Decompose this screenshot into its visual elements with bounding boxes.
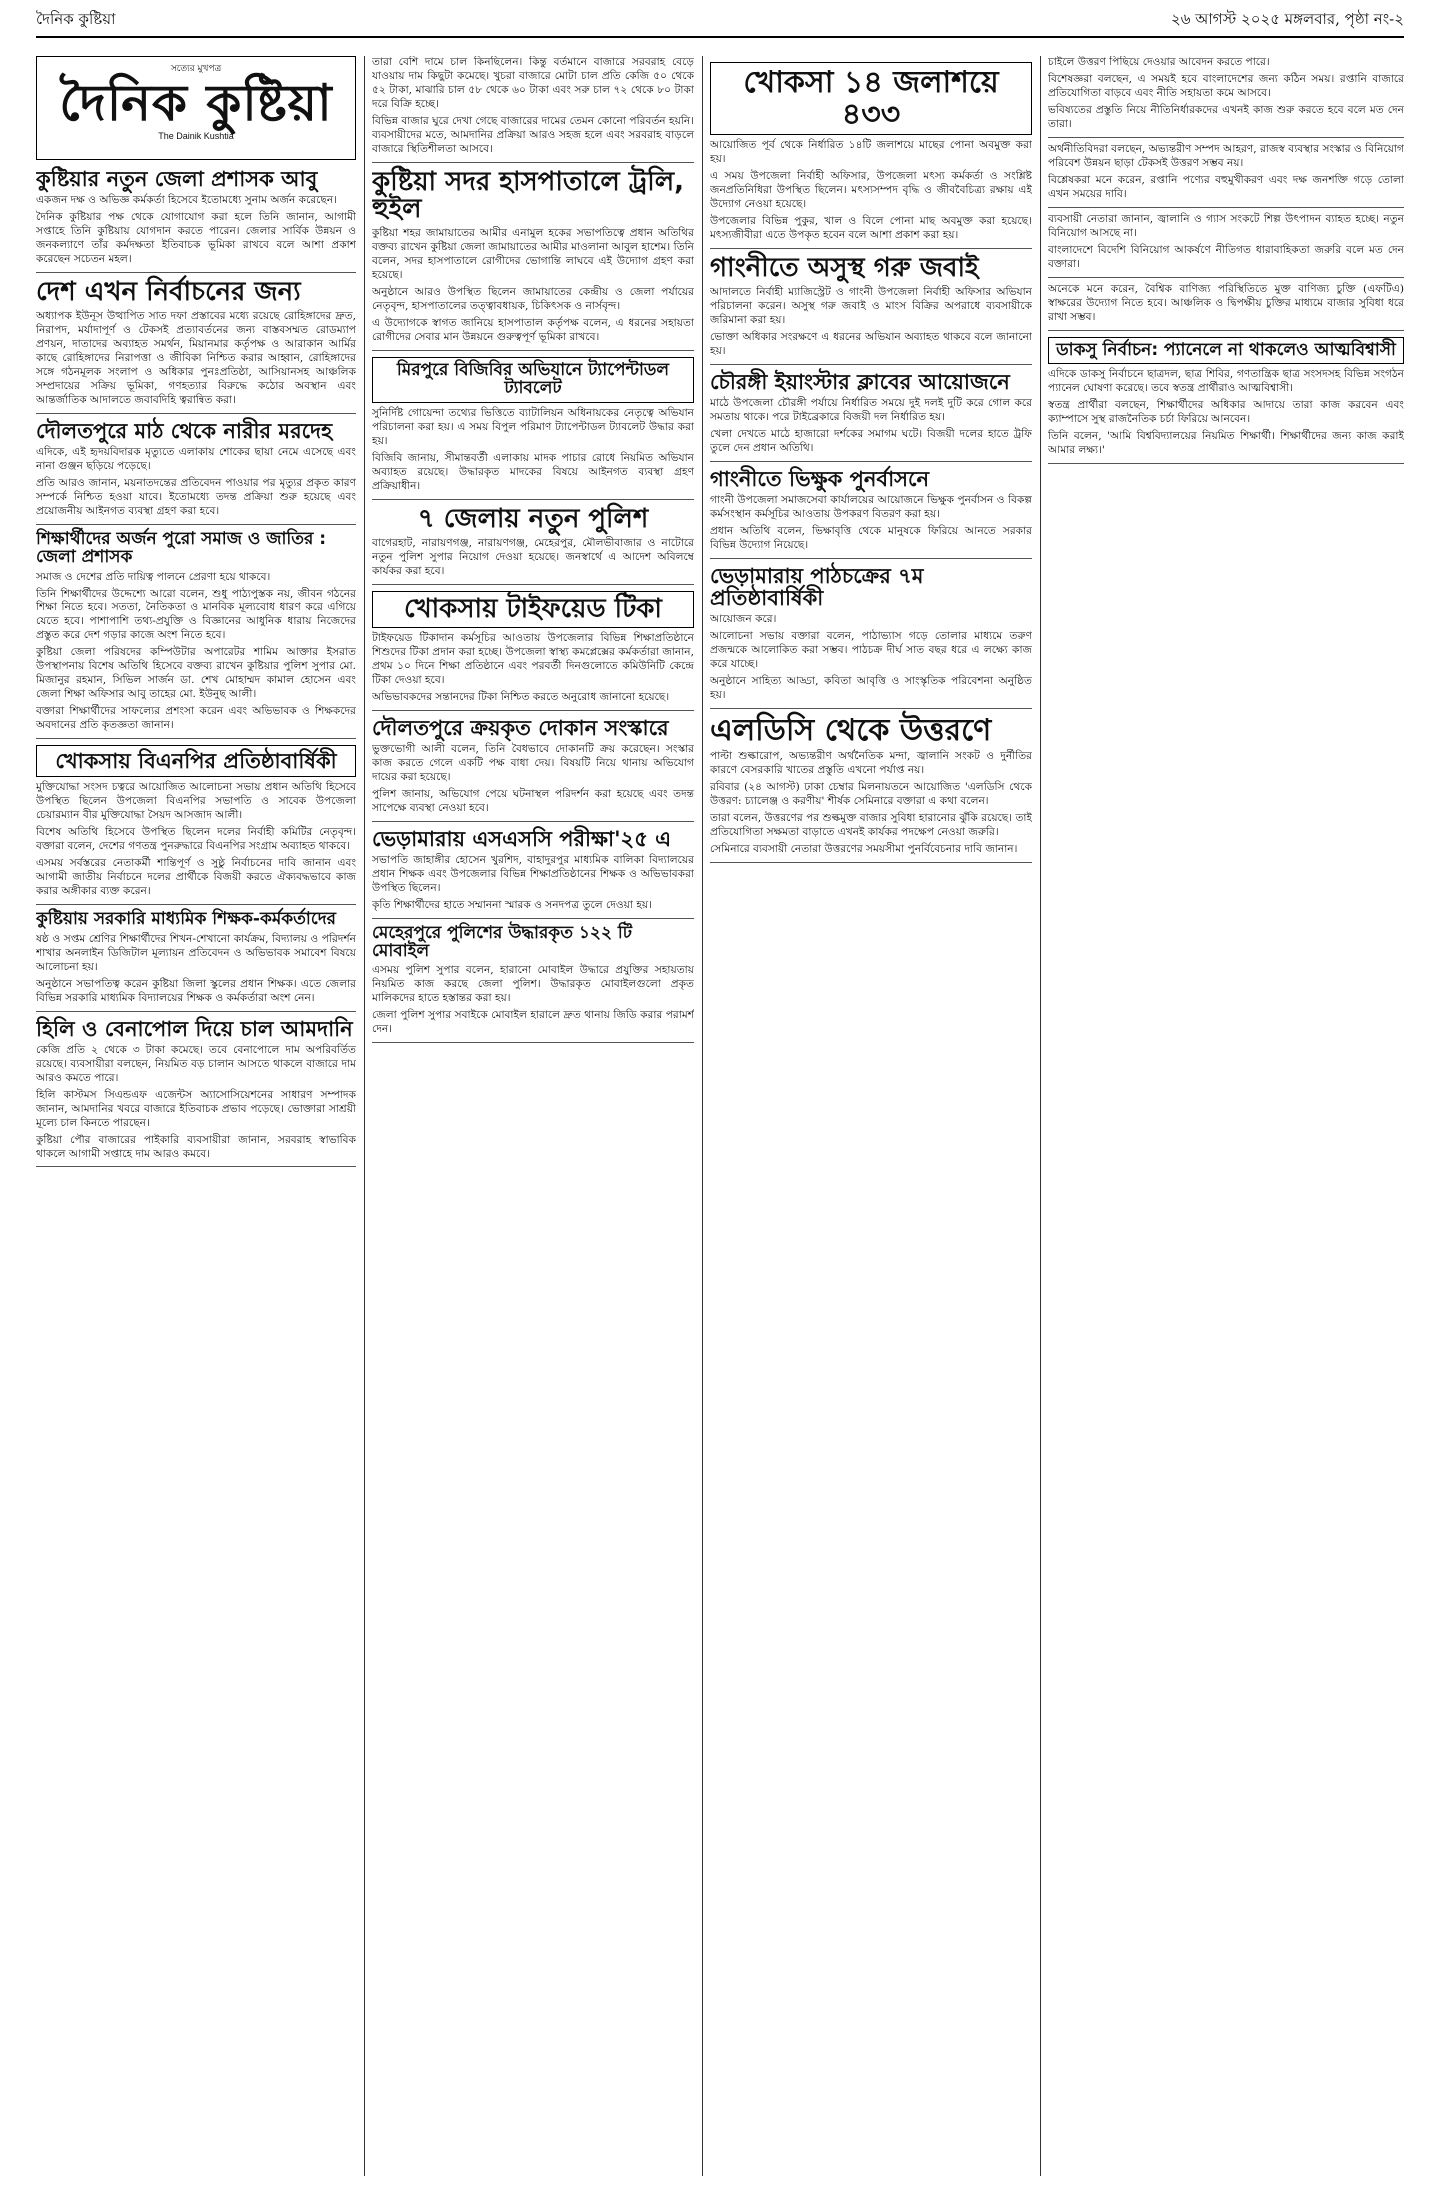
article-paragraph: একজন দক্ষ ও অভিজ্ঞ কর্মকর্তা হিসেবে ইতোমধ্যে সুনাম অর্জন করেছেন।: [36, 194, 337, 207]
article-headline: শিক্ষার্থীদের অর্জন পুরো সমাজ ও জাতির : জেলা প্রশাসক: [36, 528, 327, 567]
article-separator: [1048, 137, 1404, 138]
article-headline: মিরপুরে বিজিবির অভিযানে ট্যাপেন্টাডল ট্যাবলেট: [372, 357, 694, 403]
article-paragraph: অনুষ্ঠানে সভাপতিত্ব করেন কুষ্টিয়া জিলা স্কুলের প্রধান শিক্ষক। এতে জেলার বিভিন্ন সরকারি মাধ্যমিক বিদ্যালয়ের শিক্ষক ও কর্মকর্তারা অংশ নেন।: [36, 977, 356, 1004]
article: [710, 252, 1032, 365]
article-separator: [36, 413, 356, 414]
header-date-page: ২৬ আগস্ট ২০২৫ মঙ্গলবার, পৃষ্ঠা নং-২: [1171, 10, 1404, 28]
article: [36, 276, 356, 414]
masthead-english: The Dainik Kushtia: [158, 131, 234, 141]
article-paragraph: খেলা দেখতে মাঠে হাজারো দর্শকের সমাগম ঘটে। বিজয়ী দলের হাতে ট্রফি তুলে দেন প্রধান অতিথি।: [710, 427, 1032, 454]
article: [372, 591, 694, 711]
article-separator: [36, 524, 356, 525]
article-paragraph: বিশেষজ্ঞরা বলছেন, এ সময়ই হবে বাংলাদেশের জন্য কঠিন সময়। রপ্তানি বাজারে প্রতিযোগিতা বাড়বে এবং নীতি সহায়তা কমে আসবে।: [1048, 72, 1404, 99]
article: [36, 911, 356, 1012]
article-paragraph: এদিকে, এই হৃদয়বিদারক মৃত্যুতে এলাকায় শোকের ছায়া নেমে এসেছে এবং নানা গুঞ্জন ছড়িয়ে পড়েছে।: [36, 446, 356, 472]
article-paragraph: গাংনী উপজেলা সমাজসেবা কার্যালয়ের আয়োজনে ভিক্ষুক পুনর্বাসন ও বিকল্প কর্মসংস্থান কর্মসূচির আওতায় উপকরণ বিতরণ করা হয়।: [710, 493, 1032, 520]
article: [1048, 283, 1404, 331]
article-paragraph: এ উদ্যোগকে স্বাগত জানিয়ে হাসপাতাল কর্তৃপক্ষ বলেন, এ ধরনের সহায়তা রোগীদের সেবার মান উন্নয়নে গুরুত্বপূর্ণ ভূমিকা রাখবে।: [372, 317, 694, 344]
article-separator: [372, 1042, 694, 1043]
article-headline: খোকসায় টাইফয়েড টিকা: [372, 591, 694, 628]
article-separator: [710, 708, 1032, 709]
article: [710, 371, 1032, 462]
article-paragraph: পুলিশ জানায়, অভিযোগ পেয়ে ঘটনাস্থল পরিদর্শন করা হয়েছে এবং তদন্ত সাপেক্ষে ব্যবস্থা নেওয়া হবে।: [372, 787, 694, 814]
article-paragraph: আদালতে নির্বাহী ম্যাজিস্ট্রেট ও গাংনী উপজেলা নির্বাহী অফিসার অভিযান পরিচালনা করেন। অসুস্থ গরু জবাই ও মাংস বিক্রির অপরাধে ব্যবসায়ীকে জরিমানা করা হয়।: [710, 286, 1032, 327]
article: [1048, 337, 1404, 465]
article-separator: [710, 364, 1032, 365]
article: [372, 56, 694, 163]
article-headline: কুষ্টিয়ায় সরকারি মাধ্যমিক শিক্ষক-কর্মকর্তাদের: [36, 909, 336, 929]
article: [710, 468, 1032, 559]
article-headline: হিলি ও বেনাপোল দিয়ে চাল আমদানি: [36, 1016, 353, 1041]
article-headline: দৌলতপুরে ক্রয়কৃত দোকান সংস্কারে: [372, 715, 669, 740]
column-rule: [1040, 56, 1041, 2176]
article-paragraph: তিনি বলেন, 'আমি বিশ্ববিদ্যালয়ের নিয়মিত শিক্ষার্থী। শিক্ষার্থীদের জন্য কাজ করাই আমার লক্ষ্য।': [1048, 430, 1404, 457]
article: [36, 528, 356, 739]
article-paragraph: চাইলে উত্তরণ পিছিয়ে দেওয়ার আবেদন করতে পারে।: [1048, 56, 1270, 68]
article-headline: ভেড়ামারায় এসএসসি পরীক্ষা'২৫ এ: [372, 826, 672, 851]
article-paragraph: এসময় সর্বস্তরের নেতাকর্মী শান্তিপূর্ণ ও সুষ্ঠু নির্বাচনের দাবি জানান এবং আগামী জাতীয় নির্বাচনে দলের প্রার্থীকে বিজয়ী করতে ঐক্যবদ্ধভাবে কাজ করার অঙ্গীকার ব্যক্ত করেন।: [36, 857, 356, 898]
article: [372, 717, 694, 822]
page-header: [36, 12, 1404, 38]
article-paragraph: কৃতি শিক্ষার্থীদের হাতে সম্মাননা স্মারক ও সনদপত্র তুলে দেওয়া হয়।: [372, 898, 652, 911]
article-paragraph: তারা বলেন, উত্তরণের পর শুল্কমুক্ত বাজার সুবিধা হারানোর ঝুঁকি রয়েছে। তাই প্রতিযোগিতা সক্ষমতা বাড়াতে এখনই কার্যকর পদক্ষেপ নেওয়া জরুরি।: [710, 812, 1032, 839]
article-paragraph: টাইফয়েড টিকাদান কর্মসূচির আওতায় উপজেলার বিভিন্ন শিক্ষাপ্রতিষ্ঠানে শিশুদের টিকা প্রদান করা হচ্ছে। উপজেলা স্বাস্থ্য কমপ্লেক্সের কর্মকর্তারা জানান, প্রথম ১০ দিনে শিক্ষা প্রতিষ্ঠানে এবং পরবর্তী দিনগুলোতে কমিউনিটি কেন্দ্রে টিকা দেওয়া হবে।: [372, 632, 694, 687]
article-paragraph: তারা বেশি দামে চাল কিনছিলেন। কিন্তু বর্তমানে বাজারে সরবরাহ বেড়ে যাওয়ায় দাম কিছুটা কমেছে। খুচরা বাজারে মোটা চাল প্রতি কেজি ৫০ থেকে ৫২ টাকা, মাঝারি চাল ৫৮ থেকে ৬০ টাকা এবং সরু চাল ৭২ থেকে ৮০ টাকা দরে বিক্রি হচ্ছে।: [372, 56, 694, 110]
article-paragraph: কুষ্টিয়া জেলা পরিষদের কম্পিউটার অপারেটর শামিম আক্তার ইসরাত উপস্থাপনায় বিশেষ অতিথি হিসেবে বক্তব্য রাখেন কুষ্টিয়ার পুলিশ সুপার মো. মিজানুর রহমান, সিভিল সার্জন ডা. শেখ মোহাম্মদ কামাল হোসেন এবং জেলা শিক্ষা অফিসার আবু তাহের মো. ইউনুছ আলী।: [36, 646, 356, 701]
article-separator: [710, 558, 1032, 559]
article-separator: [372, 918, 694, 919]
article-paragraph: অর্থনীতিবিদরা বলছেন, অভ্যন্তরীণ সম্পদ আহরণ, রাজস্ব ব্যবস্থার সংস্কার ও বিনিয়োগ পরিবেশ উন্নয়ন ছাড়া টেকসই উত্তরণ সম্ভব নয়।: [1048, 142, 1404, 169]
article-paragraph: এ সময় উপজেলা নির্বাহী অফিসার, উপজেলা মৎস্য কর্মকর্তা ও সংশ্লিষ্ট জনপ্রতিনিধিরা উপস্থিত ছিলেন। মৎস্যসম্পদ বৃদ্ধি ও জীববৈচিত্র্য রক্ষায় এই উদ্যোগ নেওয়া হয়েছে।: [710, 169, 1032, 210]
article-headline: ভেড়ামারায় পাঠচক্রের ৭ম প্রতিষ্ঠাবার্ষিকী: [710, 563, 924, 610]
article-paragraph: এদিকে ডাকসু নির্বাচনে ছাত্রদল, ছাত্র শিবির, গণতান্ত্রিক ছাত্র সংসদসহ বিভিন্ন সংগঠন প্যানেল ঘোষণা করেছে। তবে স্বতন্ত্র প্রার্থীরাও আত্মবিশ্বাসী।: [1048, 368, 1404, 395]
article: [710, 712, 1032, 863]
article-paragraph: মাঠে উপজেলা চৌরঙ্গী পর্যায়ে নির্ধারিত সময়ে দুই দলই দুটি করে গোল করে সমতায় থাকে। পরে টাইব্রেকারে বিজয়ী দল নির্ধারিত হয়।: [710, 396, 1032, 423]
article-headline: গাংনীতে অসুস্থ গরু জবাই: [710, 252, 979, 283]
article-separator: [36, 1011, 356, 1012]
article-paragraph: সুনির্দিষ্ট গোয়েন্দা তথ্যের ভিত্তিতে ব্যাটালিয়ন অধিনায়কের নেতৃত্বে অভিযান পরিচালনা করা হয়। এ সময় বিপুল পরিমাণ ট্যাপেন্টাডল ট্যাবলেট উদ্ধার করা হয়।: [372, 406, 694, 447]
article: [372, 166, 694, 351]
masthead-name: দৈনিক কুষ্টিয়া: [59, 74, 333, 132]
article-paragraph: অনেকে মনে করেন, বৈশ্বিক বাণিজ্য পরিস্থিতিতে মুক্ত বাণিজ্য চুক্তি (এফটিএ) স্বাক্ষরের উদ্যোগ নিতে হবে। আঞ্চলিক ও দ্বিপক্ষীয় চুক্তির মাধ্যমে বাজার সুবিধা ধরে রাখা সম্ভব।: [1048, 282, 1404, 323]
article-paragraph: বিজিবি জানায়, সীমান্তবর্তী এলাকায় মাদক পাচার রোধে নিয়মিত অভিযান অব্যাহত রয়েছে। উদ্ধারকৃত মাদকের বিষয়ে আইনগত ব্যবস্থা গ্রহণ প্রক্রিয়াধীন।: [372, 451, 694, 492]
article-headline: দৌলতপুরে মাঠ থেকে নারীর মরদেহ: [36, 418, 333, 443]
article-paragraph: স্বতন্ত্র প্রার্থীরা বলছেন, শিক্ষার্থীদের অধিকার আদায়ে তারা কাজ করবেন এবং ক্যাম্পাসে সুস্থ রাজনৈতিক চর্চা ফিরিয়ে আনবেন।: [1048, 399, 1404, 426]
article: [36, 420, 356, 525]
article-headline: খোকসায় বিএনপির প্রতিষ্ঠাবার্ষিকী: [36, 745, 356, 777]
article-separator: [1048, 207, 1404, 208]
article: [372, 357, 694, 500]
article-separator: [1048, 463, 1404, 464]
column-rule: [702, 56, 703, 2176]
article-paragraph: সেমিনারে ব্যবসায়ী নেতারা উত্তরণের সময়সীমা পুনর্বিবেচনার দাবি জানান।: [710, 842, 1018, 855]
masthead: [36, 56, 356, 160]
article-paragraph: অভিভাবকদের সন্তানদের টিকা নিশ্চিত করতে অনুরোধ জানানো হয়েছে।: [372, 691, 670, 703]
article-paragraph: বিশেষ অতিথি হিসেবে উপস্থিত ছিলেন দলের নির্বাহী কমিটির নেতৃবৃন্দ। বক্তারা বলেন, দেশের গণতন্ত্র পুনরুদ্ধারে বিএনপির সংগ্রাম অব্যাহত থাকবে।: [36, 826, 356, 853]
article-paragraph: ভোক্তা অধিকার সংরক্ষণে এ ধরনের অভিযান অব্যাহত থাকবে বলে জানানো হয়।: [710, 330, 1032, 357]
article-separator: [372, 584, 694, 585]
article-headline: এলডিসি থেকে উত্তরণে: [710, 712, 992, 748]
article-paragraph: অনুষ্ঠানে আরও উপস্থিত ছিলেন জামায়াতের কেন্দ্রীয় ও জেলা পর্যায়ের নেতৃবৃন্দ, হাসপাতালের তত্ত্বাবধায়ক, চিকিৎসক ও নার্সবৃন্দ।: [372, 286, 694, 313]
article-headline: ডাকসু নির্বাচন: প্যানেলে না থাকলেও আত্মবিশ্বাসী: [1048, 337, 1404, 365]
article-paragraph: সভাপতি জাহাঙ্গীর হোসেন খুরশিদ, বাহাদুরপুর মাধ্যমিক বালিকা বিদ্যালয়ের প্রধান শিক্ষক এবং উপজেলার বিভিন্ন শিক্ষাপ্রতিষ্ঠানের শিক্ষক ও অভিভাবকরা উপস্থিত ছিলেন।: [372, 853, 694, 894]
article-paragraph: হিলি কাস্টমস সিএন্ডএফ এজেন্টস অ্যাসোসিয়েশনের সাধারণ সম্পাদক জানান, আমদানির খবরে বাজারে ইতিবাচক প্রভাব পড়েছে। ভোক্তারা সাশ্রয়ী মূল্যে চাল কিনতে পারছেন।: [36, 1088, 356, 1129]
article: [372, 922, 694, 1044]
article: [1048, 213, 1404, 278]
article-headline: কুষ্টিয়া সদর হাসপাতালে ট্রলি, হুইল: [372, 166, 684, 225]
article-separator: [710, 862, 1032, 863]
article-paragraph: তিনি শিক্ষার্থীদের উদ্দেশ্যে আরো বলেন, শুধু পাঠ্যপুস্তক নয়, জীবন গঠনের শিক্ষা নিতে হবে। সততা, নৈতিকতা ও মানবিক মূল্যবোধ ধারণ করে এগিয়ে যেতে হবে। পাশাপাশি তথ্য-প্রযুক্তি ও বিজ্ঞানের আধুনিক ধারায় নিজেদের প্রস্তুত করে দেশ গড়ার কাজে অংশ নিতে হবে।: [36, 587, 356, 642]
article-paragraph: উপজেলার বিভিন্ন পুকুর, খাল ও বিলে পোনা মাছ অবমুক্ত করা হয়েছে। মৎস্যজীবীরা এতে উপকৃত হবেন বলে আশা প্রকাশ করা হয়।: [710, 214, 1032, 241]
article-separator: [372, 350, 694, 351]
column-2: [372, 56, 694, 2176]
article-headline: মেহেরপুরে পুলিশের উদ্ধারকৃত ১২২ টি মোবাইল: [372, 922, 633, 961]
article-separator: [36, 904, 356, 905]
article-separator: [36, 272, 356, 273]
article: [710, 565, 1032, 709]
article-paragraph: মুক্তিযোদ্ধা সংসদ চত্বরে আয়োজিত আলোচনা সভায় প্রধান অতিথি হিসেবে উপস্থিত ছিলেন উপজেলা বিএনপির সভাপতি ও সাবেক উপজেলা চেয়ারম্যান বীর মুক্তিযোদ্ধা সৈয়দ আসজাদ আলী।: [36, 781, 356, 822]
article: [710, 62, 1032, 249]
article: [372, 503, 694, 585]
article-paragraph: কুষ্টিয়া শহর জামায়াতের আমীর এনামুল হকের সভাপতিত্বে প্রধান অতিথির বক্তব্য রাখেন কুষ্টিয়া জেলা জামায়াতের আমীর মাওলানা আবুল হাশেম। তিনি বলেন, সদর হাসপাতালে রোগীদের ভোগান্তি লাঘবে এই উদ্যোগ গ্রহণ করা হয়েছে।: [372, 227, 694, 282]
article-paragraph: আয়োজন করে।: [710, 612, 777, 625]
article-paragraph: জেলা পুলিশ সুপার সবাইকে মোবাইল হারালে দ্রুত থানায় জিডি করার পরামর্শ দেন।: [372, 1009, 694, 1036]
article-paragraph: প্রতি আরও জানান, ময়নাতদন্তের প্রতিবেদন পাওয়ার পর মৃত্যুর প্রকৃত কারণ সম্পর্কে নিশ্চিত হওয়া যাবে। ইতোমধ্যে তদন্ত প্রক্রিয়া শুরু হয়েছে এবং প্রয়োজনীয় আইনগত ব্যবস্থা গ্রহণ করা হবে।: [36, 476, 356, 517]
article-paragraph: ভুক্তভোগী আলী বলেন, তিনি বৈধভাবে দোকানটি ক্রয় করেছেন। সংস্কার কাজ করতে গেলে একটি পক্ষ বাধা দেয়। বিষয়টি নিয়ে থানায় অভিযোগ দায়ের করা হয়েছে।: [372, 743, 694, 783]
article-paragraph: দৈনিক কুষ্টিয়ার পক্ষ থেকে যোগাযোগ করা হলে তিনি জানান, আগামী সপ্তাহে তিনি কুষ্টিয়ায় যোগদান করতে পারেন। জেলার সার্বিক উন্নয়ন ও জনকল্যাণে তাঁর কর্মদক্ষতা ইতিবাচক ভূমিকা রাখবে বলে আশা প্রকাশ করেছেন সচেতন মহল।: [36, 211, 356, 265]
column-1: [36, 56, 356, 2176]
article: [36, 1018, 356, 1168]
column-rule: [364, 56, 365, 2176]
article-paragraph: প্রধান অতিথি বলেন, ভিক্ষাবৃত্তি থেকে মানুষকে ফিরিয়ে আনতে সরকার বিভিন্ন উদ্যোগ নিয়েছে।: [710, 524, 1032, 551]
article-separator: [372, 710, 694, 711]
article-paragraph: বাগেরহাট, নারায়ণগঞ্জ, নারায়ণগঞ্জ, মেহেরপুর, মৌলভীবাজার ও নাটোরে নতুন পুলিশ সুপার নিয়োগ দেওয়া হয়েছে। জনস্বার্থে এ আদেশ অবিলম্বে কার্যকর করা হবে।: [372, 536, 694, 577]
article-paragraph: বাংলাদেশে বিদেশি বিনিয়োগ আকর্ষণে নীতিগত ধারাবাহিকতা জরুরি বলে মত দেন বক্তারা।: [1048, 243, 1404, 270]
article-paragraph: রবিবার (২৪ আগস্ট) ঢাকা চেম্বার মিলনায়তনে আয়োজিত 'এলডিসি থেকে উত্তরণ: চ্যালেঞ্জ ও করণীয়' শীর্ষক সেমিনারে বক্তারা এ কথা বলেন।: [710, 781, 1032, 808]
article-paragraph: আয়োজিত পূর্ব থেকে নির্ধারিত ১৪টি জলাশয়ে মাছের পোনা অবমুক্ত করা হয়।: [710, 139, 1032, 165]
article-paragraph: ভবিষ্যতের প্রস্তুতি নিয়ে নীতিনির্ধারকদের এখনই কাজ শুরু করতে হবে বলে মত দেন তারা।: [1048, 103, 1404, 130]
article-headline: কুষ্টিয়ার নতুন জেলা প্রশাসক আবু: [36, 167, 318, 191]
article-separator: [36, 738, 356, 739]
article-paragraph: সমাজ ও দেশের প্রতি দায়িত্ব পালনে প্রেরণা হয়ে থাকবে।: [36, 570, 271, 583]
article-separator: [710, 248, 1032, 249]
article-paragraph: বিশ্লেষকরা মনে করেন, রপ্তানি পণ্যের বহুমুখীকরণ এবং দক্ষ জনশক্তি গড়ে তোলা এখন সময়ের দাবি।: [1048, 173, 1404, 200]
masthead-motto: সত্যের মুখপত্র: [170, 64, 222, 74]
article-separator: [372, 821, 694, 822]
article-separator: [710, 461, 1032, 462]
article: [36, 168, 356, 273]
article-separator: [1048, 277, 1404, 278]
header-paper-name: দৈনিক কুষ্টিয়া: [36, 10, 116, 28]
article-paragraph: ব্যবসায়ী নেতারা জানান, জ্বালানি ও গ্যাস সংকটে শিল্প উৎপাদন ব্যাহত হচ্ছে। নতুন বিনিয়োগ আসছে না।: [1048, 212, 1404, 239]
article-paragraph: এসময় পুলিশ সুপার বলেন, হারানো মোবাইল উদ্ধারে প্রযুক্তির সহায়তায় নিয়মিত কাজ করছে জেলা পুলিশ। উদ্ধারকৃত মোবাইলগুলো প্রকৃত মালিকদের হাতে হস্তান্তর করা হয়।: [372, 964, 694, 1005]
article-separator: [372, 162, 694, 163]
article-headline: গাংনীতে ভিক্ষুক পুনর্বাসনে: [710, 466, 930, 491]
article-paragraph: কুষ্টিয়া পৌর বাজারের পাইকারি ব্যবসায়ীরা জানান, সরবরাহ স্বাভাবিক থাকলে আগামী সপ্তাহে দাম আরও কমবে।: [36, 1133, 356, 1160]
article: [1048, 143, 1404, 208]
article-headline: খোকসা ১৪ জলাশয়ে ৪৩৩: [710, 62, 1032, 135]
article-paragraph: অধ্যাপক ইউনূস উত্থাপিত সাত দফা প্রস্তাবের মধ্যে রয়েছে রোহিঙ্গাদের দ্রুত, নিরাপদ, মর্যাদাপূর্ণ ও টেকসই প্রত্যাবর্তনের জন্য বাস্তবসম্মত রোডম্যাপ প্রণয়ন, দাতাদের অব্যাহত সমর্থন, মিয়ানমার কর্তৃপক্ষ ও আরাকান আর্মির কাছে রোহিঙ্গাদের নিরাপত্তা ও জীবিকা নিশ্চিত করার আহ্বান, রোহিঙ্গাদের সঙ্গে গঠনমূলক সংলাপ ও অধিকার পুনঃপ্রতিষ্ঠা, আসিয়ানসহ আঞ্চলিক সম্প্রদায়ের সক্রিয় ভূমিকা, গণহত্যার বিরুদ্ধে কঠোর অবস্থান এবং আন্তর্জাতিক আদালতে জবাবদিহি ত্বরান্বিত করা।: [36, 310, 356, 406]
column-4: [1048, 56, 1404, 2176]
article-headline: ৭ জেলায় নতুন পুলিশ: [417, 503, 649, 534]
article-separator: [1048, 330, 1404, 331]
article-paragraph: পাল্টা শুল্কারোপ, অভ্যন্তরীণ অর্থনৈতিক মন্দা, জ্বালানি সংকট ও দুর্নীতির কারণে বেসরকারি খাতের প্রস্তুতি এখনো পর্যাপ্ত নয়।: [710, 750, 1032, 777]
article-headline: চৌরঙ্গী ইয়াংস্টার ক্লাবের আয়োজনে: [710, 369, 1010, 394]
article-headline: দেশ এখন নির্বাচনের জন্য: [36, 276, 301, 307]
article-paragraph: অনুষ্ঠানে সাহিত্য আড্ডা, কবিতা আবৃত্তি ও সাংস্কৃতিক পরিবেশনা অনুষ্ঠিত হয়।: [710, 674, 1032, 701]
article-paragraph: কেজি প্রতি ২ থেকে ৩ টাকা কমেছে। তবে বেনাপোলে দাম অপরিবর্তিত রয়েছে। ব্যবসায়ীরা বলছেন, নিয়মিত বড় চালান আসতে থাকলে বাজারে দাম আরও কমতে পারে।: [36, 1043, 356, 1084]
article-paragraph: আলোচনা সভায় বক্তারা বলেন, পাঠাভ্যাস গড়ে তোলার মাধ্যমে তরুণ প্রজন্মকে আলোকিত করা সম্ভব। পাঠচক্র দীর্ঘ সাত বছর ধরে এ লক্ষ্যে কাজ করে যাচ্ছে।: [710, 629, 1032, 670]
article: [1048, 56, 1404, 138]
column-3: [710, 56, 1032, 2176]
article: [36, 745, 356, 905]
article-paragraph: বক্তারা শিক্ষার্থীদের সাফল্যের প্রশংসা করেন এবং অভিভাবক ও শিক্ষকদের অবদানের প্রতি কৃতজ্ঞতা জানান।: [36, 705, 356, 732]
article-paragraph: বিভিন্ন বাজার ঘুরে দেখা গেছে বাজারের দামের তেমন কোনো পরিবর্তন হয়নি। ব্যবসায়ীদের মতে, আমদানির প্রক্রিয়া আরও সহজ হলে এবং সরবরাহ বাড়লে বাজারে স্থিতিশীলতা আসবে।: [372, 114, 694, 155]
article-paragraph: ষষ্ঠ ও সপ্তম শ্রেণির শিক্ষার্থীদের শিখন-শেখানো কার্যক্রম, বিদ্যালয় ও পরিদর্শন শাখার অনলাইন ডিজিটাল মূল্যায়ন প্রতিবেদন ও অভিভাবক সমাবেশ বিষয়ে আলোচনা হয়।: [36, 932, 356, 973]
article-separator: [36, 1166, 356, 1167]
article-separator: [372, 499, 694, 500]
article: [372, 828, 694, 919]
